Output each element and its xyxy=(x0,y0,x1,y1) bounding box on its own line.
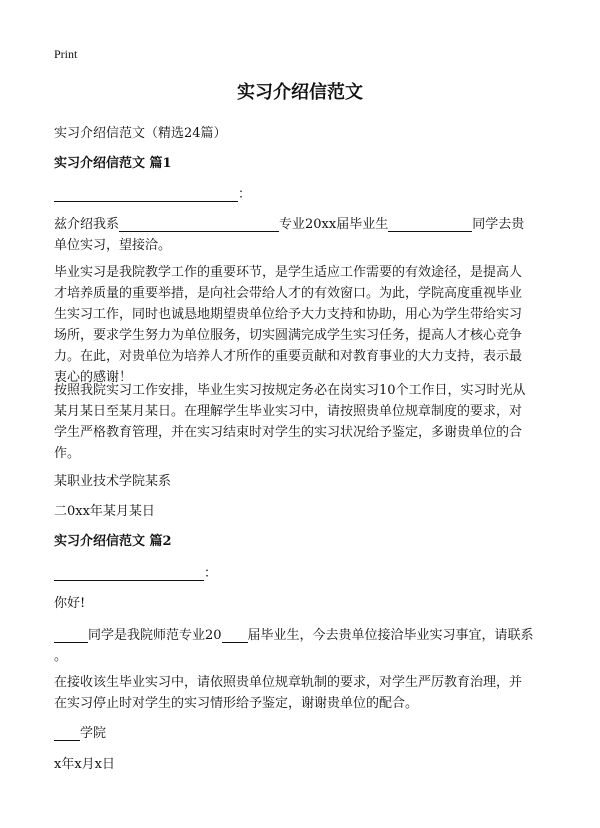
section2-signature xyxy=(54,722,106,741)
section1-date: 二0xx年某月某日 xyxy=(54,504,155,519)
paragraph-line: 才培养质量的重要举措，是向社会带给人才的有效窗口。为此，学院高度重视毕业 xyxy=(54,286,523,301)
section2-paragraph xyxy=(54,672,546,714)
section2-heading: 实习介绍信范文 篇2 xyxy=(54,534,172,549)
intro-line-2: 单位实习，望接洽。 xyxy=(54,238,172,253)
blank-line xyxy=(119,217,279,232)
blank-line xyxy=(54,566,204,581)
page-title: 实习介绍信范文 xyxy=(237,82,363,103)
signature-suffix: 学院 xyxy=(80,726,107,741)
section1-heading: 实习介绍信范文 篇1 xyxy=(54,156,172,171)
blank-line xyxy=(54,628,88,643)
paragraph-line: 衷心的感谢！ xyxy=(54,370,133,385)
section2-text-a: 同学是我院师范专业20 xyxy=(88,628,222,643)
intro-line-1 xyxy=(54,213,524,232)
document-subtitle: 实习介绍信范文（精选24篇） xyxy=(54,126,227,141)
section2-greeting: 你好! xyxy=(54,596,86,611)
paragraph-line: 毕业实习是我院教学工作的重要环节，是学生适应工作需要的有效途径，是提高人 xyxy=(54,265,523,280)
paragraph-line: 场所，要求学生努力为单位服务，切实圆满完成学生实习任务，提高人才核心竞争 xyxy=(54,328,523,343)
intro-text-b: 专业20xx届毕业生 xyxy=(279,217,389,232)
paragraph-line: 按照我院实习工作安排，毕业生实习按规定务必在岗实习10个工作日，实习时光从 xyxy=(54,383,526,398)
paragraph-line: 在接收该生毕业实习中，请依照贵单位规章轨制的要求，对学生严厉教育治理，并 xyxy=(54,675,523,690)
paragraph-line: 某月某日至某月某日。在理解学生毕业实习中，请按照贵单位规章制度的要求，对 xyxy=(54,404,523,419)
paragraph-line: 生实习工作，同时也诚恳地期望贵单位给予大力支持和协助，用心为学生带给实习 xyxy=(54,307,523,322)
paragraph-2 xyxy=(54,380,546,464)
paragraph-line: 学生严格教育管理，并在实习结束时对学生的实习状况给予鉴定，多谢贵单位的合 xyxy=(54,425,523,440)
paragraph-line: 在实习停止时对学生的实习情形给予鉴定，谢谢贵单位的配合。 xyxy=(54,696,419,711)
blank-line xyxy=(54,187,238,202)
intro-text-c: 同学去贵 xyxy=(472,217,525,232)
section1-salutation xyxy=(54,183,251,202)
section2-line-2: 。 xyxy=(54,649,68,664)
salutation-colon: ： xyxy=(238,187,252,202)
section2-line-1 xyxy=(54,624,534,643)
blank-line xyxy=(388,217,472,232)
section2-date: x年x月x日 xyxy=(54,757,115,772)
blank-line xyxy=(222,628,248,643)
section1-signature: 某职业技术学院某系 xyxy=(54,474,172,489)
paragraph-line: 作。 xyxy=(54,446,81,461)
section2-salutation xyxy=(54,562,217,581)
blank-line xyxy=(54,726,80,741)
print-link[interactable]: Print xyxy=(54,47,78,61)
salutation-colon: ： xyxy=(204,566,218,581)
intro-text-a: 兹介绍我系 xyxy=(54,217,120,232)
section2-text-b: 届毕业生，今去贵单位接洽毕业实习事宜，请联系 xyxy=(247,628,534,643)
paragraph-1 xyxy=(54,262,546,388)
paragraph-line: 力。在此，对贵单位为培养人才所作的重要贡献和对教育事业的大力支持，表示最 xyxy=(54,349,523,364)
